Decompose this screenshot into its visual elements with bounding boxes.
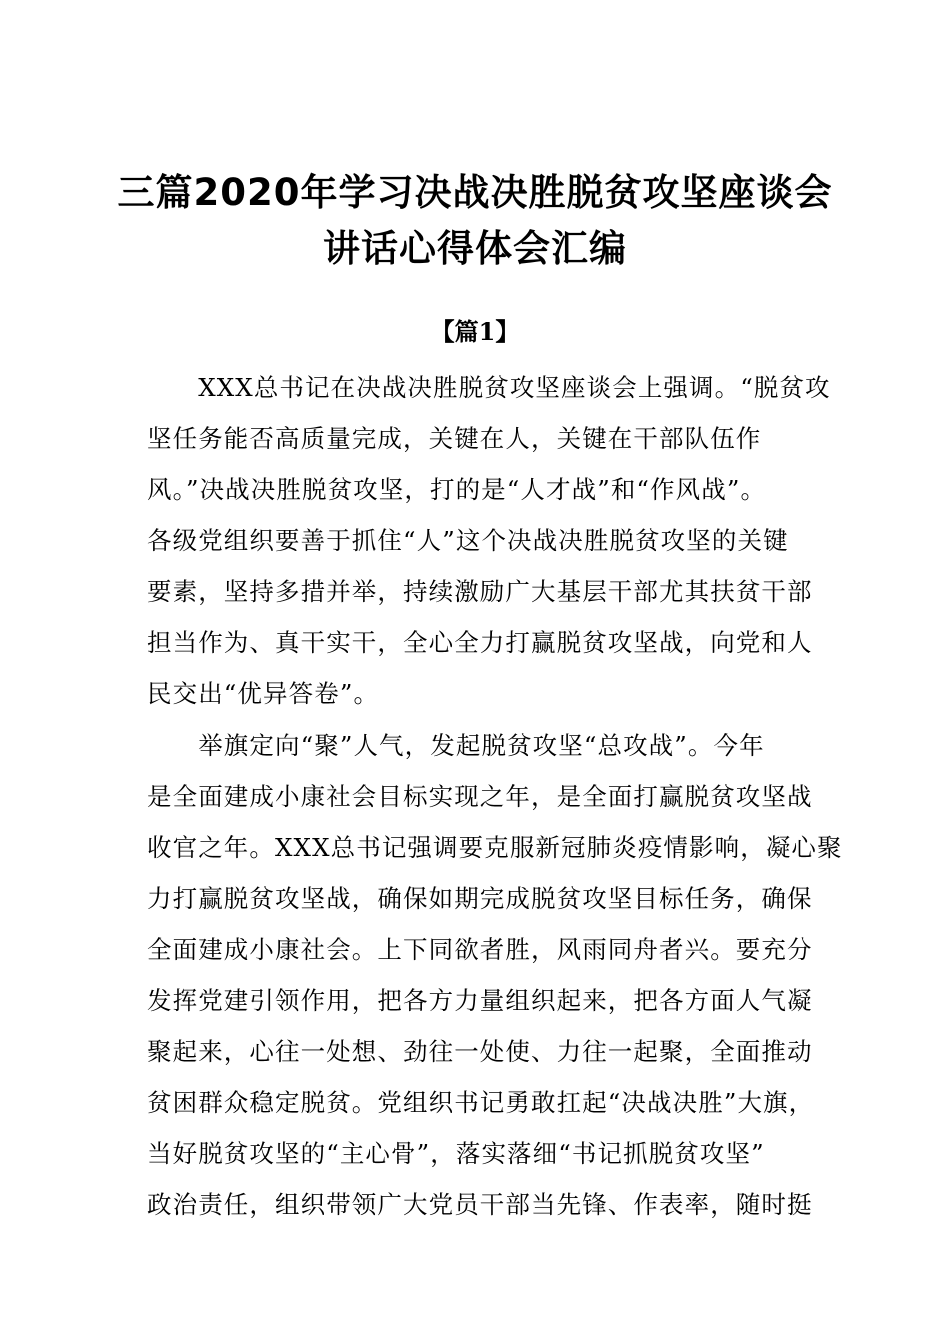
- paragraph-line: 贫困群众稳定脱贫。党组织书记勇敢扛起“决战决胜”大旗，: [147, 1088, 815, 1117]
- paragraph-line: 收官之年。XXX总书记强调要克服新冠肺炎疫情影响，凝心聚: [147, 833, 843, 862]
- paragraph-line: 担当作为、真干实干，全心全力打赢脱贫攻坚战，向党和人: [147, 628, 813, 657]
- paragraph-line: 发挥党建引领作用，把各方力量组织起来，把各方面人气凝: [147, 986, 813, 1015]
- paragraph-line: 民交出“优异答卷”。: [147, 679, 380, 708]
- paragraph-line: 要素，坚持多措并举，持续激励广大基层干部尤其扶贫干部: [147, 577, 813, 606]
- paragraph-line: 各级党组织要善于抓住“人”这个决战决胜脱贫攻坚的关键: [147, 526, 789, 555]
- paragraph-line: 聚起来，心往一处想、劲往一处使、力往一起聚，全面推动: [147, 1037, 813, 1066]
- paragraph-line: 是全面建成小康社会目标实现之年，是全面打赢脱贫攻坚战: [147, 782, 813, 811]
- paragraph-1: [147, 362, 831, 719]
- paragraph-2: [147, 720, 843, 1230]
- paragraph-line: 力打赢脱贫攻坚战，确保如期完成脱贫攻坚目标任务，确保: [147, 884, 813, 913]
- document-title-line-1: 三篇2020年学习决战决胜脱贫攻坚座谈会: [117, 171, 833, 214]
- paragraph-line: 坚任务能否高质量完成，关键在人，关键在干部队伍作: [147, 424, 762, 453]
- paragraph-line: 政治责任，组织带领广大党员干部当先锋、作表率，随时挺: [147, 1190, 813, 1219]
- paragraph-line: 风。”决战决胜脱贫攻坚，打的是“人才战”和“作风战”。: [147, 475, 767, 504]
- document-title-line-2: 讲话心得体会汇编: [323, 227, 627, 270]
- paragraph-line: 当好脱贫攻坚的“主心骨”，落实落细“书记抓脱贫攻坚”: [147, 1139, 765, 1168]
- paragraph-line: XXX总书记在决战决胜脱贫攻坚座谈会上强调。“脱贫攻: [147, 373, 831, 402]
- paragraph-line: 全面建成小康社会。上下同欲者胜，风雨同舟者兴。要充分: [147, 935, 813, 964]
- paragraph-line: 举旗定向“聚”人气，发起脱贫攻坚“总攻战”。今年: [147, 731, 765, 760]
- section-heading: 【篇1】: [430, 317, 520, 346]
